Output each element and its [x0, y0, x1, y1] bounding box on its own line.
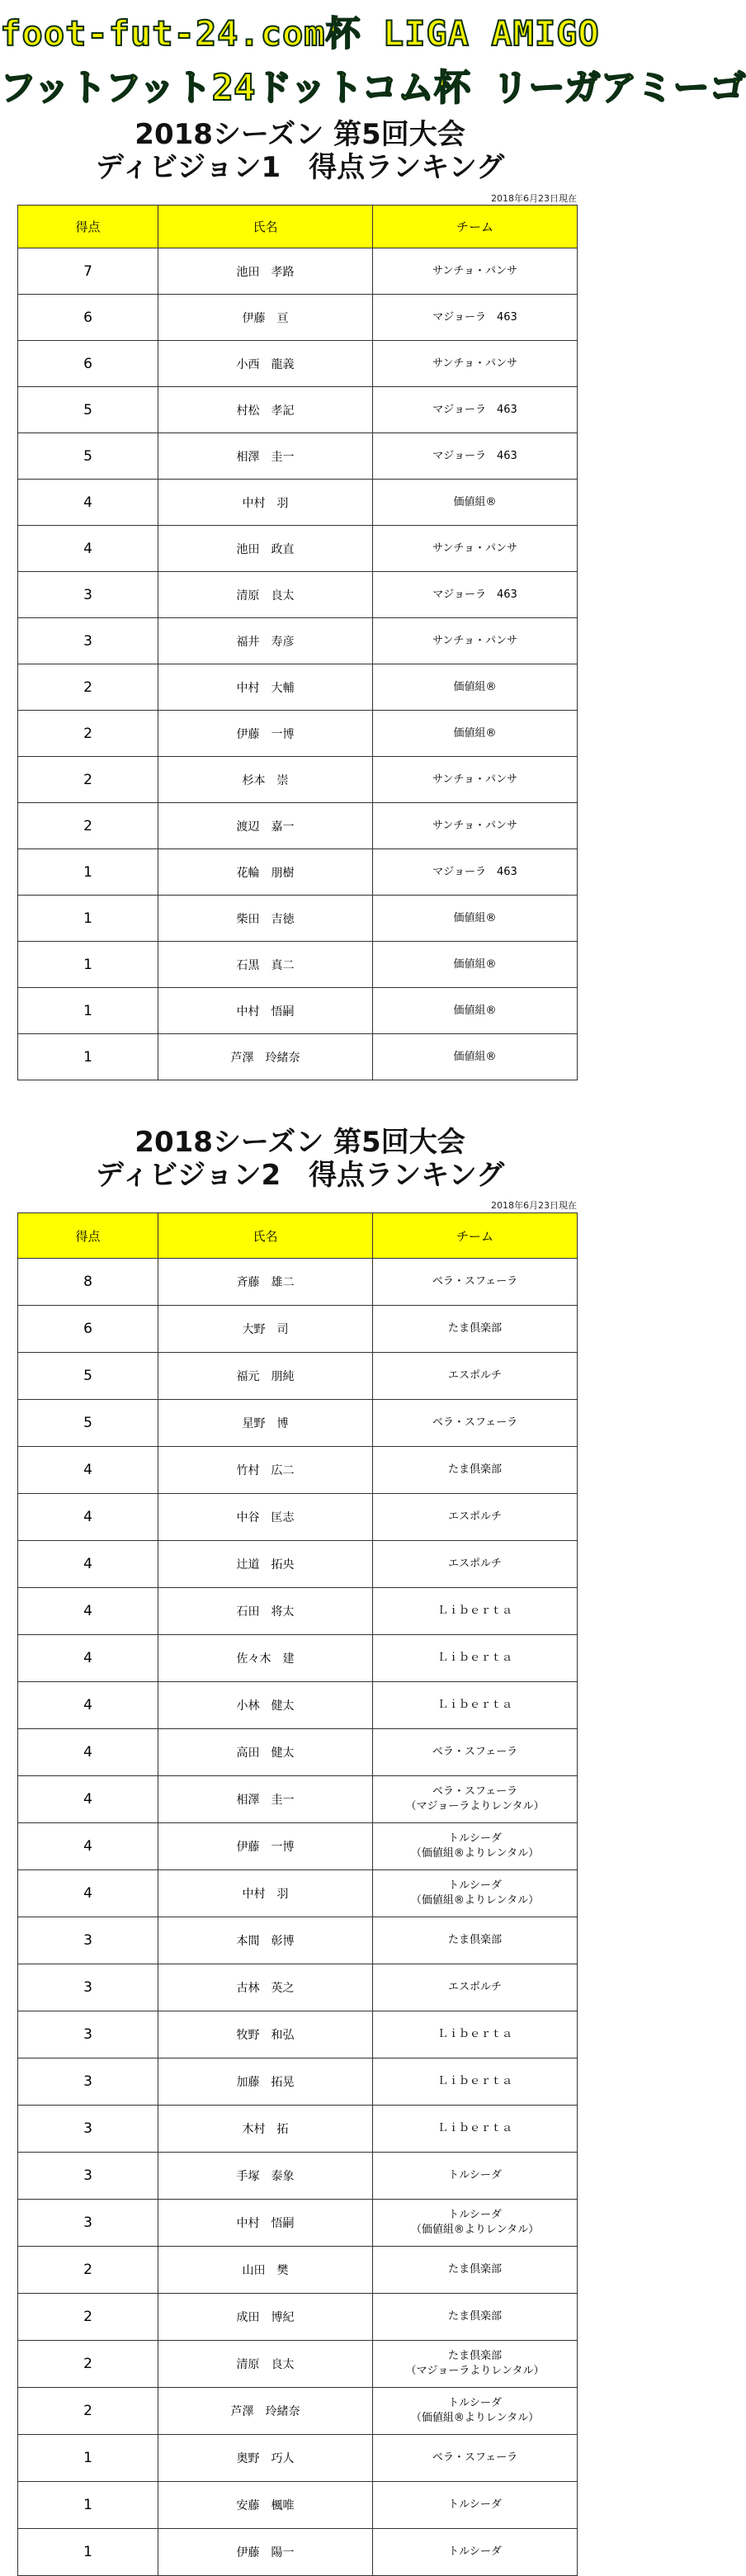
player-name-cell: 牧野 和弘	[158, 2011, 373, 2058]
points-cell: 1	[18, 849, 158, 896]
team-cell	[373, 433, 578, 480]
points-cell: 2	[18, 2341, 158, 2388]
team-cell	[373, 1541, 578, 1588]
team-cell	[373, 2106, 578, 2153]
team-name: たま倶楽部	[447, 1934, 502, 1946]
table-row	[18, 2058, 578, 2106]
team-name: サンチョ・パンサ	[432, 819, 517, 832]
table-row	[18, 1776, 578, 1823]
team-name: ベラ・スフェーラ	[432, 2451, 518, 2464]
table-row	[18, 341, 578, 387]
points-cell: 7	[18, 248, 158, 295]
player-name-cell: 清原 良太	[158, 572, 373, 618]
team-name: マジョーラ 463	[432, 588, 517, 601]
header-name: 氏名	[158, 206, 373, 248]
division2-ranking-table	[17, 1212, 578, 2576]
team-cell	[373, 1306, 578, 1353]
player-name-cell: 福元 朋純	[158, 1353, 373, 1400]
team-name: マジョーラ 463	[432, 865, 517, 878]
points-cell: 4	[18, 1588, 158, 1635]
team-name: トルシーダ	[448, 1832, 502, 1845]
team-cell	[373, 896, 578, 942]
team-cell	[373, 942, 578, 988]
points-cell: 1	[18, 988, 158, 1034]
points-cell: 1	[18, 896, 158, 942]
team-name: 価値組®	[453, 911, 497, 924]
table-row	[18, 1306, 578, 1353]
points-cell: 3	[18, 2200, 158, 2247]
table-row	[18, 1823, 578, 1870]
table-row	[18, 1729, 578, 1776]
player-name-cell: 辻道 拓央	[158, 1541, 373, 1588]
points-cell: 4	[18, 526, 158, 572]
points-cell: 2	[18, 803, 158, 849]
team-cell	[373, 1494, 578, 1541]
team-name: Ｌｉｂｅｒｔａ	[437, 1652, 512, 1664]
player-name-cell: 村松 孝記	[158, 387, 373, 433]
table-row	[18, 942, 578, 988]
team-cell	[373, 988, 578, 1034]
table-row	[18, 988, 578, 1034]
team-rental-note: （価値組®よりレンタル）	[410, 1847, 540, 1860]
division2-title-line2: ディビジョン2 得点ランキング	[95, 1159, 505, 1192]
team-name: Ｌｉｂｅｒｔａ	[437, 2028, 512, 2040]
division1-date: 2018年6月23日現在	[491, 193, 577, 204]
team-cell	[373, 1635, 578, 1682]
player-name-cell: 山田 樊	[158, 2247, 373, 2294]
table-row	[18, 1682, 578, 1729]
header-points: 得点	[18, 206, 158, 248]
team-name: 価値組®	[453, 726, 497, 740]
player-name-cell: 大野 司	[158, 1306, 373, 1353]
player-name-cell: 清原 良太	[158, 2341, 373, 2388]
division1-rows	[18, 248, 578, 1080]
table-row	[18, 896, 578, 942]
team-name: トルシーダ	[448, 2545, 502, 2558]
team-name: Ｌｉｂｅｒｔａ	[437, 1699, 512, 1711]
team-cell	[373, 757, 578, 803]
table-row	[18, 2011, 578, 2058]
team-cell	[373, 618, 578, 664]
table-row	[18, 2247, 578, 2294]
player-name-cell: 本間 彰博	[158, 1917, 373, 1964]
table-row	[18, 295, 578, 341]
table-row	[18, 2529, 578, 2576]
division2-title-line1: 2018シーズン 第5回大会	[135, 1126, 465, 1159]
team-name: マジョーラ 463	[432, 310, 517, 324]
banner	[0, 0, 746, 111]
player-name-cell: 伊藤 亘	[158, 295, 373, 341]
banner-title-katakana: フットフット24ドットコム杯 リーガアミーゴ	[0, 67, 746, 109]
player-name-cell: 花輪 朋樹	[158, 849, 373, 896]
player-name-cell: 中村 悟嗣	[158, 2200, 373, 2247]
team-cell	[373, 2247, 578, 2294]
team-cell	[373, 1870, 578, 1917]
division1-title-line2: ディビジョン1 得点ランキング	[95, 151, 505, 184]
player-name-cell: 伊藤 一博	[158, 1823, 373, 1870]
division2-rows	[18, 1259, 578, 2576]
team-cell	[373, 2529, 578, 2576]
player-name-cell: 手塚 泰象	[158, 2153, 373, 2200]
team-cell	[373, 664, 578, 711]
points-cell: 2	[18, 2247, 158, 2294]
table-row	[18, 2482, 578, 2529]
points-cell: 3	[18, 1917, 158, 1964]
table-row	[18, 387, 578, 433]
table-header-row	[18, 1213, 578, 1259]
team-name: トルシーダ	[448, 1879, 502, 1892]
player-name-cell: 中谷 匡志	[158, 1494, 373, 1541]
team-cell	[373, 295, 578, 341]
player-name-cell: 中村 羽	[158, 480, 373, 526]
points-cell: 3	[18, 2106, 158, 2153]
player-name-cell: 高田 健太	[158, 1729, 373, 1776]
player-name-cell: 芦澤 玲緒奈	[158, 2388, 373, 2435]
table-row	[18, 711, 578, 757]
team-cell	[373, 2058, 578, 2106]
team-name: サンチョ・パンサ	[432, 357, 517, 370]
points-cell: 1	[18, 2435, 158, 2482]
points-cell: 1	[18, 1034, 158, 1080]
table-row	[18, 1917, 578, 1964]
team-name: サンチョ・パンサ	[432, 634, 517, 647]
player-name-cell: 池田 政直	[158, 526, 373, 572]
points-cell: 3	[18, 1964, 158, 2011]
points-cell: 2	[18, 711, 158, 757]
points-cell: 6	[18, 1306, 158, 1353]
points-cell: 2	[18, 2294, 158, 2341]
team-cell	[373, 1588, 578, 1635]
team-name: エスポルチ	[447, 1510, 502, 1523]
team-cell	[373, 2153, 578, 2200]
table-row	[18, 664, 578, 711]
team-rental-note: （価値組®よりレンタル）	[410, 2412, 540, 2424]
header-team: チーム	[373, 206, 578, 248]
table-row	[18, 1588, 578, 1635]
points-cell: 6	[18, 295, 158, 341]
points-cell: 4	[18, 1823, 158, 1870]
team-name: 価値組®	[453, 1004, 497, 1017]
player-name-cell: 福井 寿彦	[158, 618, 373, 664]
team-name: たま倶楽部	[447, 1322, 502, 1335]
division1-title-line1: 2018シーズン 第5回大会	[135, 118, 465, 151]
table-row	[18, 1635, 578, 1682]
team-cell	[373, 2482, 578, 2529]
table-row	[18, 248, 578, 295]
team-cell	[373, 2388, 578, 2435]
player-name-cell: 竹村 広二	[158, 1447, 373, 1494]
team-name: ベラ・スフェーラ	[432, 1416, 518, 1429]
player-name-cell: 安藤 楓唯	[158, 2482, 373, 2529]
team-name: エスポルチ	[447, 1981, 502, 1993]
points-cell: 5	[18, 1400, 158, 1447]
team-cell	[373, 1400, 578, 1447]
team-cell	[373, 1447, 578, 1494]
team-cell	[373, 526, 578, 572]
table-row	[18, 2435, 578, 2482]
player-name-cell: 成田 博紀	[158, 2294, 373, 2341]
header-team: チーム	[373, 1213, 578, 1259]
team-cell	[373, 1776, 578, 1823]
table-row	[18, 1964, 578, 2011]
points-cell: 4	[18, 1682, 158, 1729]
team-name: Ｌｉｂｅｒｔａ	[437, 1605, 512, 1617]
player-name-cell: 杉本 崇	[158, 757, 373, 803]
team-cell	[373, 2435, 578, 2482]
team-rental-note: （価値組®よりレンタル）	[410, 1894, 540, 1907]
team-cell	[373, 387, 578, 433]
player-name-cell: 斉藤 雄二	[158, 1259, 373, 1306]
team-name: 価値組®	[453, 680, 497, 693]
player-name-cell: 奥野 巧人	[158, 2435, 373, 2482]
team-cell	[373, 248, 578, 295]
banner-title-latin: foot-fut-24.com杯 LIGA AMIGO	[0, 13, 600, 54]
player-name-cell: 石田 将太	[158, 1588, 373, 1635]
points-cell: 5	[18, 387, 158, 433]
player-name-cell: 中村 羽	[158, 1870, 373, 1917]
table-row	[18, 1259, 578, 1306]
team-cell	[373, 341, 578, 387]
points-cell: 1	[18, 2482, 158, 2529]
player-name-cell: 加藤 拓晃	[158, 2058, 373, 2106]
team-name: トルシーダ	[448, 2209, 502, 2221]
points-cell: 4	[18, 1635, 158, 1682]
table-row	[18, 803, 578, 849]
team-cell	[373, 1353, 578, 1400]
team-cell	[373, 1964, 578, 2011]
points-cell: 4	[18, 1870, 158, 1917]
table-row	[18, 849, 578, 896]
team-name: サンチョ・パンサ	[432, 541, 517, 555]
points-cell: 4	[18, 1447, 158, 1494]
table-row	[18, 2294, 578, 2341]
player-name-cell: 小西 龍義	[158, 341, 373, 387]
table-row	[18, 572, 578, 618]
points-cell: 4	[18, 1729, 158, 1776]
header-points: 得点	[18, 1213, 158, 1259]
points-cell: 4	[18, 480, 158, 526]
player-name-cell: 池田 孝路	[158, 248, 373, 295]
team-cell	[373, 480, 578, 526]
team-cell	[373, 2341, 578, 2388]
team-name: サンチョ・パンサ	[432, 264, 517, 277]
division2-date: 2018年6月23日現在	[491, 1200, 577, 1211]
player-name-cell: 中村 悟嗣	[158, 988, 373, 1034]
player-name-cell: 佐々木 建	[158, 1635, 373, 1682]
points-cell: 3	[18, 2058, 158, 2106]
team-cell	[373, 2200, 578, 2247]
points-cell: 4	[18, 1776, 158, 1823]
player-name-cell: 小林 健太	[158, 1682, 373, 1729]
points-cell: 1	[18, 942, 158, 988]
player-name-cell: 柴田 吉徳	[158, 896, 373, 942]
table-row	[18, 1034, 578, 1080]
player-name-cell: 伊藤 陽一	[158, 2529, 373, 2576]
points-cell: 5	[18, 433, 158, 480]
team-cell	[373, 1729, 578, 1776]
player-name-cell: 石黒 真二	[158, 942, 373, 988]
player-name-cell: 星野 博	[158, 1400, 373, 1447]
team-cell	[373, 1682, 578, 1729]
points-cell: 3	[18, 572, 158, 618]
team-name: たま倶楽部	[447, 2310, 502, 2323]
table-row	[18, 618, 578, 664]
team-cell	[373, 2294, 578, 2341]
player-name-cell: 相澤 圭一	[158, 433, 373, 480]
team-name: ベラ・スフェーラ	[432, 1785, 518, 1798]
points-cell: 4	[18, 1494, 158, 1541]
team-cell	[373, 2011, 578, 2058]
team-cell	[373, 1034, 578, 1080]
team-rental-note: （マジョーラよりレンタル）	[405, 2365, 545, 2377]
team-cell	[373, 1259, 578, 1306]
team-name: マジョーラ 463	[432, 449, 517, 462]
points-cell: 5	[18, 1353, 158, 1400]
team-name: サンチョ・パンサ	[432, 773, 517, 786]
table-row	[18, 2106, 578, 2153]
points-cell: 2	[18, 2388, 158, 2435]
points-cell: 4	[18, 1541, 158, 1588]
table-row	[18, 2341, 578, 2388]
points-cell: 2	[18, 664, 158, 711]
points-cell: 2	[18, 757, 158, 803]
team-name: トルシーダ	[448, 2169, 502, 2181]
team-name: エスポルチ	[447, 1369, 502, 1382]
header-name: 氏名	[158, 1213, 373, 1259]
table-row	[18, 1494, 578, 1541]
points-cell: 1	[18, 2529, 158, 2576]
table-row	[18, 757, 578, 803]
team-name: エスポルチ	[447, 1557, 502, 1570]
team-cell	[373, 572, 578, 618]
player-name-cell: 芦澤 玲緒奈	[158, 1034, 373, 1080]
points-cell: 3	[18, 2011, 158, 2058]
team-name: マジョーラ 463	[432, 403, 517, 416]
points-cell: 3	[18, 618, 158, 664]
table-row	[18, 1541, 578, 1588]
points-cell: 3	[18, 2153, 158, 2200]
player-name-cell: 古林 英之	[158, 1964, 373, 2011]
table-header-row	[18, 206, 578, 248]
team-name: ベラ・スフェーラ	[432, 1275, 518, 1288]
team-rental-note: （マジョーラよりレンタル）	[405, 1800, 545, 1813]
table-row	[18, 433, 578, 480]
player-name-cell: 中村 大輔	[158, 664, 373, 711]
table-row	[18, 1400, 578, 1447]
team-name: 価値組®	[453, 495, 497, 508]
team-cell	[373, 1823, 578, 1870]
player-name-cell: 渡辺 嘉一	[158, 803, 373, 849]
player-name-cell: 伊藤 一博	[158, 711, 373, 757]
team-name: たま倶楽部	[447, 2350, 502, 2362]
table-row	[18, 1870, 578, 1917]
team-name: Ｌｉｂｅｒｔａ	[437, 2122, 512, 2134]
team-name: 価値組®	[453, 1050, 497, 1063]
player-name-cell: 相澤 圭一	[158, 1776, 373, 1823]
table-row	[18, 2153, 578, 2200]
table-row	[18, 2200, 578, 2247]
team-name: トルシーダ	[448, 2498, 502, 2511]
team-cell	[373, 711, 578, 757]
table-row	[18, 526, 578, 572]
team-name: トルシーダ	[448, 2397, 502, 2409]
team-cell	[373, 849, 578, 896]
division1-ranking-table	[17, 205, 578, 1080]
team-name: 価値組®	[453, 957, 497, 971]
team-name: ベラ・スフェーラ	[432, 1746, 518, 1758]
points-cell: 8	[18, 1259, 158, 1306]
points-cell: 6	[18, 341, 158, 387]
player-name-cell: 木村 拓	[158, 2106, 373, 2153]
table-row	[18, 1447, 578, 1494]
table-row	[18, 1353, 578, 1400]
table-row	[18, 480, 578, 526]
team-cell	[373, 803, 578, 849]
team-name: たま倶楽部	[447, 1463, 502, 1476]
team-name: たま倶楽部	[447, 2263, 502, 2276]
table-row	[18, 2388, 578, 2435]
team-name: Ｌｉｂｅｒｔａ	[437, 2075, 512, 2087]
team-cell	[373, 1917, 578, 1964]
team-rental-note: （価値組®よりレンタル）	[410, 2224, 540, 2236]
